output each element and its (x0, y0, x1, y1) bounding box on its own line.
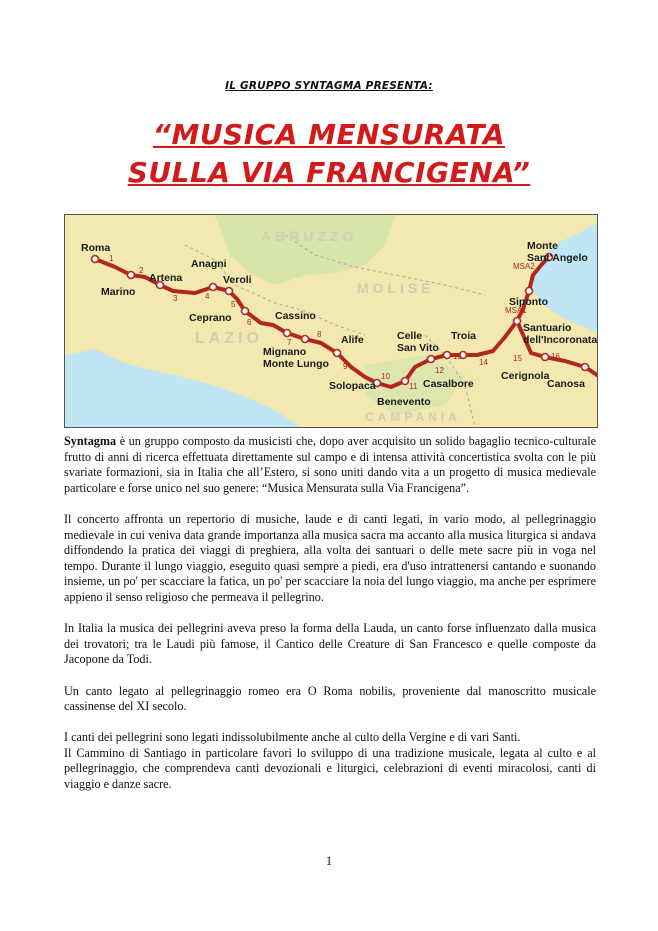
city-cassino: Cassino (275, 310, 316, 322)
marker-cassino (284, 330, 291, 337)
marker-casalbore (444, 352, 451, 359)
stage-9: 9 (343, 362, 348, 371)
region-lazio: LAZIO (195, 330, 263, 347)
title-line-2: SULLA VIA FRANCIGENA” (127, 156, 531, 189)
stage-11: 11 (409, 382, 418, 391)
marker-roma (92, 256, 99, 263)
paragraph-intro (64, 434, 596, 496)
marker-benevento (402, 378, 409, 385)
paragraph-vergine: I canti dei pellegrini sono legati indissolubilmente anche al culto della Vergine e di vari Santi. (64, 730, 521, 745)
marker-canosa (582, 364, 589, 371)
city-roma: Roma (81, 242, 111, 254)
stage-15: 15 (513, 354, 522, 363)
marker-ceprano (242, 308, 249, 315)
title-line-1: “MUSICA MENSURATA (152, 118, 506, 151)
stage-12: 12 (435, 366, 444, 375)
marker-siponto (526, 288, 533, 295)
marker-alife (334, 350, 341, 357)
city-anagni: Anagni (191, 258, 227, 270)
stage-7: 7 (287, 338, 292, 347)
city-troia: Troia (451, 330, 477, 342)
marker-veroli (226, 288, 233, 295)
marker-celle (428, 356, 435, 363)
city-solopaca: Solopaca (329, 380, 376, 392)
marker-santuario (514, 318, 521, 325)
marker-mignano (302, 336, 309, 343)
presenter-line: IL GRUPPO SYNTAGMA PRESENTA: (225, 80, 433, 92)
stage-1: 1 (109, 254, 114, 263)
city-santuario-line2: dell'Incoronata (523, 334, 597, 346)
city-monte-line2: Sant'Angelo (527, 252, 588, 264)
city-celle-line2: San Vito (397, 342, 439, 354)
route-map (64, 214, 598, 428)
stage-3: 3 (173, 294, 178, 303)
paragraph-intro-text: è un gruppo composto da musicisti che, dopo aver acquisito un solido bagaglio tecnico-culturale frutto di anni di ricerca effettuata direttamente sul campo e di intensa attività concertistica svolta con le più svariate formazioni, sia in Italia che all’Estero, si sono uniti dando vita a un progetto di musica medievale particolare e forse unico nel suo genere: “Musica Mensurata sulla Via Francigena”. (64, 434, 596, 495)
stage-2: 2 (139, 266, 144, 275)
city-cerignola: Cerignola (501, 370, 550, 382)
stage-10: 10 (381, 372, 390, 381)
city-veroli: Veroli (223, 274, 252, 286)
city-mignano-line2: Monte Lungo (263, 358, 329, 370)
city-siponto: Siponto (509, 296, 549, 308)
city-canosa: Canosa (547, 378, 585, 390)
stage-msa2: MSA2 (513, 262, 535, 271)
syntagma-bold: Syntagma (64, 434, 117, 448)
city-ceprano: Ceprano (189, 312, 232, 324)
body-text (64, 434, 596, 808)
city-artena: Artena (149, 272, 183, 284)
stage-8: 8 (317, 330, 322, 339)
stage-13: 13 (453, 352, 462, 361)
city-casalbore: Casalbore (423, 378, 474, 390)
marker-cerignola (542, 354, 549, 361)
marker-anagni (210, 284, 217, 291)
paragraph-santiago: Il Cammino di Santiago in particolare favorì lo sviluppo di una tradizione musicale, legata al culto e al pellegrinaggio, che comprendeva canti devozionali e liturgici, celebrazioni di eventi miracolosi, canti di viaggio e danze sacre. (64, 745, 596, 792)
city-marino: Marino (101, 286, 136, 298)
stage-msa1: MSA1 (505, 306, 527, 315)
page-number: 1 (325, 854, 333, 868)
region-abruzzo: ABRUZZO (261, 228, 358, 244)
stage-14: 14 (479, 358, 488, 367)
paragraph-roma-nobilis: Un canto legato al pellegrinaggio romeo era O Roma nobilis, proveniente dal manoscritto musicale cassinense del XI secolo. (64, 683, 596, 714)
stage-5: 5 (231, 300, 236, 309)
stage-6: 6 (247, 318, 252, 327)
route-map-svg (65, 215, 597, 427)
paragraph-lauda: In Italia la musica dei pellegrini aveva preso la forma della Lauda, un canto forse influenzato dalla musica dei trovatori; tra le Laudi più famose, il Cantico delle Creature di San Francesco e quelle composte da Jacopone da Todi. (64, 621, 596, 667)
stage-4: 4 (205, 292, 210, 301)
region-campania: CAMPANIA (365, 410, 461, 424)
stage-16: 16 (551, 352, 560, 361)
sea-adriatic-coast (565, 285, 597, 323)
concert-title (0, 116, 658, 192)
city-alife: Alife (341, 334, 364, 346)
marker-marino (128, 272, 135, 279)
city-santuario-line1: Santuario (523, 322, 572, 334)
city-mignano-line1: Mignano (263, 346, 307, 358)
paragraph-concert: Il concerto affronta un repertorio di musiche, laude e di canti legati, in vario modo, al pellegrinaggio medievale in cui veniva data grande importanza alla musica sacra ma accanto alla musica liturgica si andava diffondendo la pratica dei viaggi di preghiera, alla volta dei santuari o delle mete sacre più in voga nel tempo. Durante il lungo viaggio, eseguito quasi sempre a piedi, era d'uso intrattenersi cantando e suonando insieme, un po' per scacciare la fatica, un po' per scacciare la noia del lungo viaggio, ma anche per esprimere appieno il senso religioso che permeava il pellegrino. (64, 511, 596, 604)
region-molise: MOLISE (357, 280, 435, 296)
city-monte-line1: Monte (527, 240, 558, 252)
city-benevento: Benevento (377, 396, 431, 408)
city-celle-line1: Celle (397, 330, 423, 342)
